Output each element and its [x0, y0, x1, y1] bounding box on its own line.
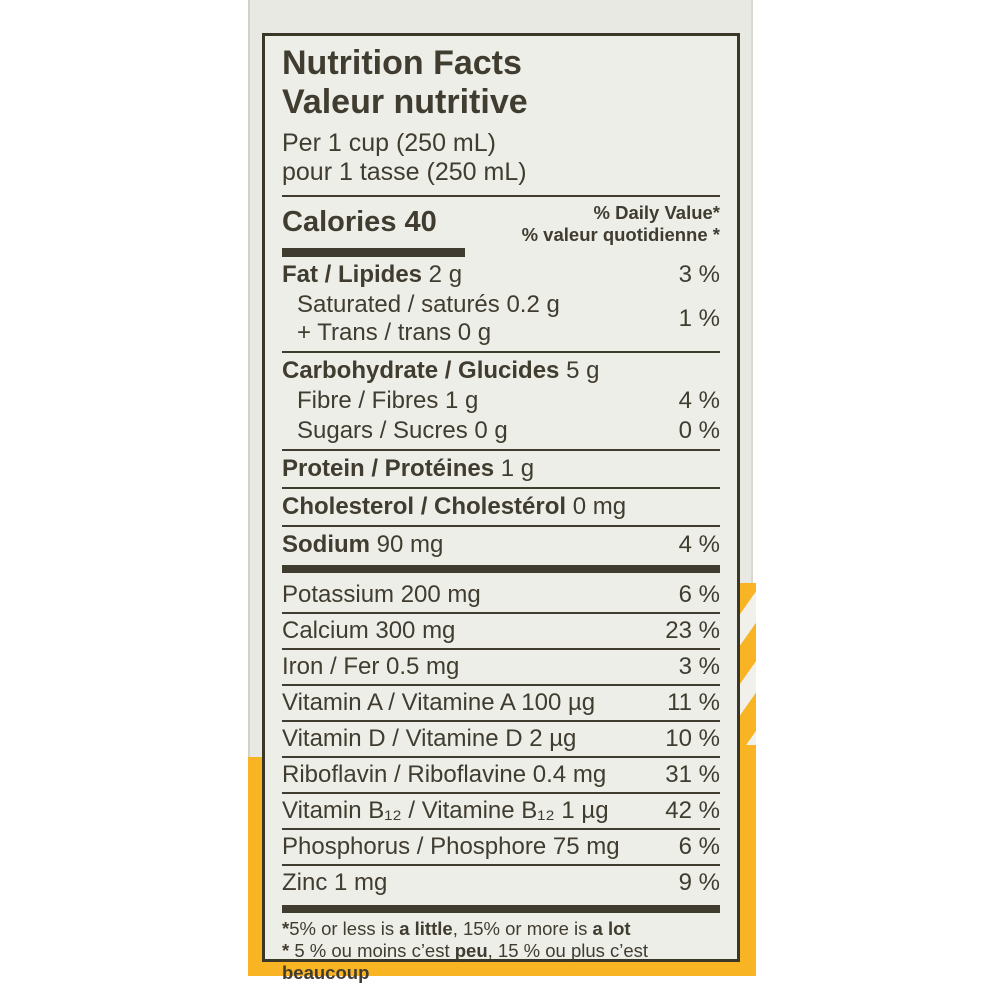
nutrient-name: Calcium 300 mg	[282, 617, 456, 644]
nutrition-facts-label	[262, 33, 740, 983]
nutrient-name: Cholesterol / Cholestérol 0 mg	[282, 493, 627, 520]
nutrient-row-phosphorus	[282, 828, 720, 864]
serving-size-fr: pour 1 tasse (250 mL)	[282, 158, 527, 186]
nutrient-name: Vitamin D / Vitamine D 2 µg	[282, 725, 577, 752]
nutrient-name: Sugars / Sucres 0 g	[297, 417, 508, 444]
nutrient-row-riboflavin	[282, 756, 720, 792]
nutrient-row-potassium	[282, 578, 720, 612]
nutrient-name	[282, 291, 560, 347]
nutrient-row-sodium	[282, 530, 720, 560]
nutrient-dv: 10 %	[665, 725, 720, 752]
nutrient-row-calcium	[282, 612, 720, 648]
nutrient-name: Sodium 90 mg	[282, 531, 444, 558]
nutrient-dv: 3 %	[678, 653, 720, 680]
nutrient-dv: 6 %	[678, 833, 720, 860]
nutrient-row-iron	[282, 648, 720, 684]
nutrient-name: Riboflavin / Riboflavine 0.4 mg	[282, 761, 607, 788]
nutrient-name: Zinc 1 mg	[282, 869, 388, 896]
nutrient-name: Carbohydrate / Glucides 5 g	[282, 357, 600, 384]
nutrient-row-zinc	[282, 864, 720, 900]
nutrient-row-fibre	[282, 386, 720, 416]
calories-row	[282, 202, 720, 246]
separator-thick	[282, 565, 720, 573]
serving-size-en: Per 1 cup (250 mL)	[282, 129, 496, 157]
nutrient-dv: 3 %	[678, 261, 720, 288]
saturated-line: Saturated / saturés 0.2 g	[297, 291, 560, 318]
nutrient-dv: 1 %	[678, 305, 720, 332]
daily-value-header-fr: % valeur quotidienne *	[521, 224, 720, 245]
calories-value: Calories 40	[282, 206, 437, 238]
nutrient-row-vitamin-d	[282, 720, 720, 756]
label-title-en: Nutrition Facts	[282, 44, 522, 82]
nutrient-dv: 11 %	[667, 689, 720, 716]
micronutrient-table	[282, 578, 720, 900]
nutrient-dv: 23 %	[665, 617, 720, 644]
nutrient-row-vitamin-a	[282, 684, 720, 720]
nutrient-name: Potassium 200 mg	[282, 581, 481, 608]
nutrient-row-cholesterol	[282, 492, 720, 522]
nutrient-row-protein	[282, 454, 720, 484]
footnote-en: *5% or less is a little, 15% or more is a lot	[282, 918, 631, 939]
daily-value-header-en: % Daily Value*	[593, 202, 720, 223]
nutrient-dv: 9 %	[678, 869, 720, 896]
nutrient-row-sugars	[282, 416, 720, 446]
nutrient-name: Iron / Fer 0.5 mg	[282, 653, 460, 680]
separator-thin	[282, 487, 720, 489]
label-title-fr: Valeur nutritive	[282, 83, 528, 121]
separator-thin	[282, 525, 720, 527]
nutrient-dv: 4 %	[678, 387, 720, 414]
nutrient-row-carbohydrate	[282, 356, 720, 386]
nutrient-dv: 31 %	[665, 761, 720, 788]
nutrient-dv: 42 %	[665, 797, 720, 824]
nutrient-row-fat	[282, 260, 720, 290]
nutrient-dv: 0 %	[678, 417, 720, 444]
nutrient-dv: 4 %	[678, 531, 720, 558]
separator-thick	[282, 905, 720, 913]
nutrient-name: Vitamin B₁₂ / Vitamine B₁₂ 1 µg	[282, 797, 609, 824]
daily-value-header	[522, 202, 720, 246]
separator-thin	[282, 195, 720, 197]
calories-underline-bar	[282, 248, 465, 257]
nutrient-name: Phosphorus / Phosphore 75 mg	[282, 833, 620, 860]
trans-line: + Trans / trans 0 g	[297, 319, 492, 346]
nutrient-name: Fibre / Fibres 1 g	[297, 387, 479, 414]
nutrient-name: Protein / Protéines 1 g	[282, 455, 535, 482]
separator-thin	[282, 351, 720, 353]
nutrient-name: Vitamin A / Vitamine A 100 µg	[282, 689, 596, 716]
nutrient-name: Fat / Lipides 2 g	[282, 261, 463, 288]
nutrient-dv: 6 %	[678, 581, 720, 608]
footnote-fr: * 5 % ou moins c’est peu, 15 % ou plus c’est beaucoup	[282, 940, 649, 983]
nutrient-row-saturated-trans	[282, 290, 720, 348]
separator-thin	[282, 449, 720, 451]
nutrient-row-vitamin-b12	[282, 792, 720, 828]
